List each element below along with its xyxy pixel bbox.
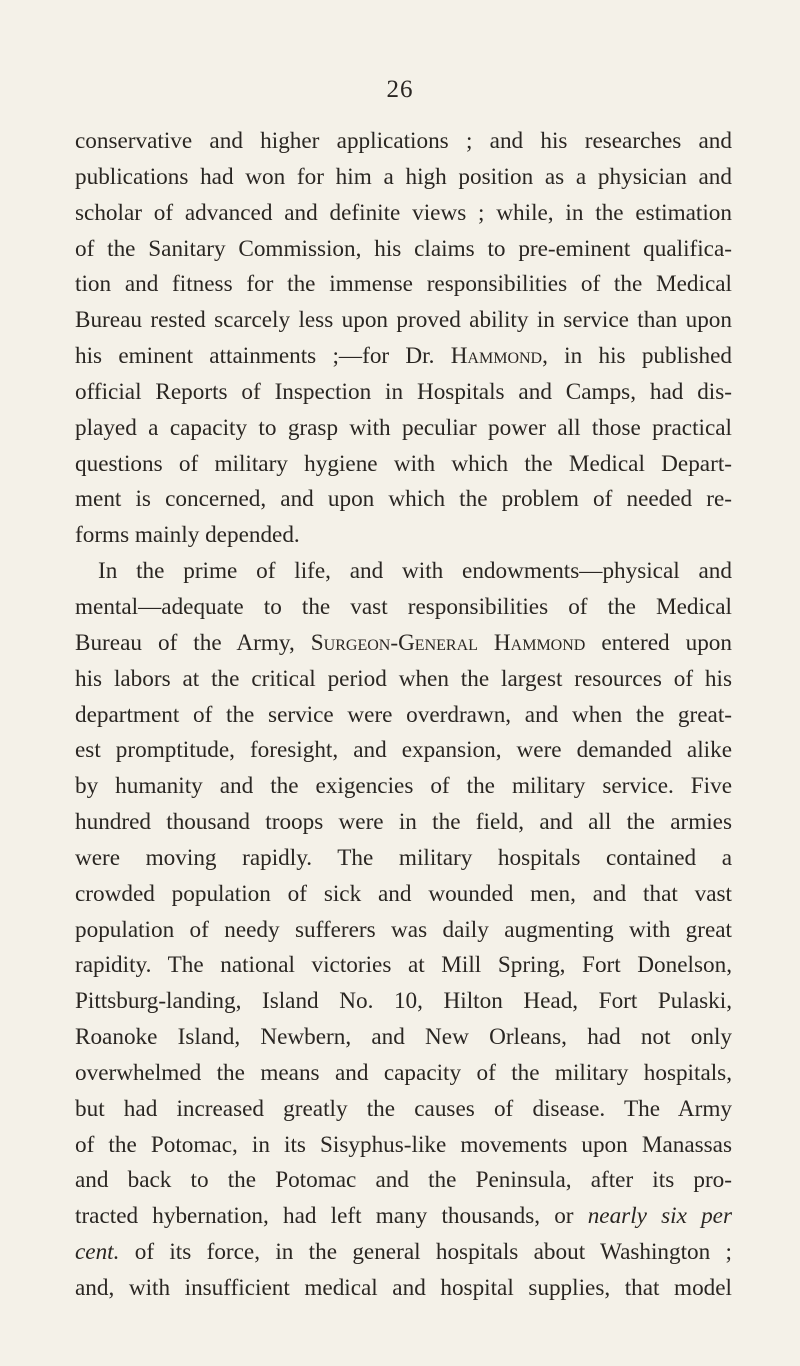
text-segment: Bureau of the Army, xyxy=(75,629,311,656)
text-segment: by humanity and the exigencies of the military service. Five xyxy=(75,773,732,800)
text-line xyxy=(75,518,732,554)
text-line xyxy=(75,232,732,268)
text-line xyxy=(75,1271,732,1307)
text-line xyxy=(75,698,732,734)
text-line xyxy=(75,948,732,984)
text-segment: tion and fitness for the immense responsibilities of the Medical xyxy=(75,271,732,298)
text-segment: In the prime of life, and with endowments—physical and xyxy=(98,558,732,585)
text-line xyxy=(75,733,732,769)
text-line xyxy=(75,1235,732,1271)
text-line xyxy=(75,984,732,1020)
text-line xyxy=(75,805,732,841)
text-line xyxy=(75,1092,732,1128)
text-segment: and, with insufficient medical and hospital supplies, that model xyxy=(75,1275,732,1301)
text-line xyxy=(75,303,732,339)
text-segment: played a capacity to grasp with peculiar power all those practical xyxy=(75,414,732,441)
text-line xyxy=(75,1056,732,1092)
text-line xyxy=(75,1020,732,1056)
text-line xyxy=(75,447,732,483)
text-segment: department of the service were overdrawn, and when the great- xyxy=(75,701,732,728)
text-line xyxy=(75,124,732,160)
text-segment: conservative and higher applications ; and his researches and xyxy=(75,128,732,154)
italic-text: cent. xyxy=(75,1239,120,1266)
text-segment: were moving rapidly. The military hospitals contained a xyxy=(75,844,732,871)
text-line xyxy=(75,482,732,518)
text-line xyxy=(75,662,732,698)
text-line xyxy=(75,1128,732,1164)
text-line xyxy=(75,375,732,411)
text-segment: est promptitude, foresight, and expansion, were demanded alike xyxy=(75,737,732,764)
text-segment: , in his published xyxy=(542,343,733,370)
text-segment: official Reports of Inspection in Hospitals and Camps, had dis- xyxy=(75,378,732,405)
text-segment: hundred thousand troops were in the field, and all the armies xyxy=(75,809,732,836)
text-segment: rapidity. The national victories at Mill Spring, Fort Donelson, xyxy=(75,952,732,979)
text-line xyxy=(75,339,732,375)
text-segment: overwhelmed the means and capacity of the military hospitals, xyxy=(75,1059,732,1086)
text-segment: his eminent attainments ;—for Dr. xyxy=(75,343,451,370)
text-segment: forms mainly depended. xyxy=(75,522,300,549)
text-line xyxy=(75,160,732,196)
text-segment: of its force, in the general hospitals about Washington ; xyxy=(119,1239,732,1266)
text-segment: Pittsburg-landing, Island No. 10, Hilton Head, Fort Pulaski, xyxy=(75,988,732,1015)
text-segment: tracted hybernation, had left many thousands, or xyxy=(75,1203,588,1230)
text-line xyxy=(75,841,732,877)
page-number: 26 xyxy=(386,76,414,103)
text-segment: of the Potomac, in its Sisyphus-like movements upon Manassas xyxy=(75,1131,732,1158)
text-line xyxy=(75,411,732,447)
text-line xyxy=(75,590,732,626)
text-segment: and back to the Potomac and the Peninsula, after its pro- xyxy=(75,1167,732,1194)
small-caps-name: Hammond xyxy=(450,343,543,370)
text-segment: Roanoke Island, Newbern, and New Orleans, had not only xyxy=(75,1024,732,1051)
text-line xyxy=(75,626,732,662)
text-segment: crowded population of sick and wounded men, and that vast xyxy=(75,880,732,907)
text-segment: publications had won for him a high position as a physician and xyxy=(75,163,732,190)
text-line xyxy=(75,267,732,303)
text-segment: ment is concerned, and upon which the problem of needed re- xyxy=(75,486,732,513)
text-segment: of the Sanitary Commission, his claims to pre-eminent qualifica- xyxy=(75,235,732,262)
text-segment: questions of military hygiene with which the Medical Depart- xyxy=(75,450,732,477)
text-line xyxy=(75,1199,732,1235)
text-segment: scholar of advanced and definite views ; while, in the estimation xyxy=(75,199,732,226)
text-segment: population of needy sufferers was daily augmenting with great xyxy=(75,916,732,943)
text-line xyxy=(75,913,732,949)
text-segment: Bureau rested scarcely less upon proved ability in service than upon xyxy=(75,307,732,334)
text-line xyxy=(75,554,732,590)
text-segment: entered upon xyxy=(585,629,732,656)
body-text xyxy=(75,124,732,1307)
text-segment: his labors at the critical period when the largest resources of his xyxy=(75,665,732,692)
text-segment: mental—adequate to the vast responsibilities of the Medical xyxy=(75,593,732,620)
text-line xyxy=(75,877,732,913)
text-line xyxy=(75,1163,732,1199)
text-line xyxy=(75,196,732,232)
italic-text: nearly six per xyxy=(587,1203,732,1230)
small-caps-name: Surgeon-General Hammond xyxy=(310,629,586,656)
text-line xyxy=(75,769,732,805)
text-segment: but had increased greatly the causes of disease. The Army xyxy=(75,1095,732,1122)
